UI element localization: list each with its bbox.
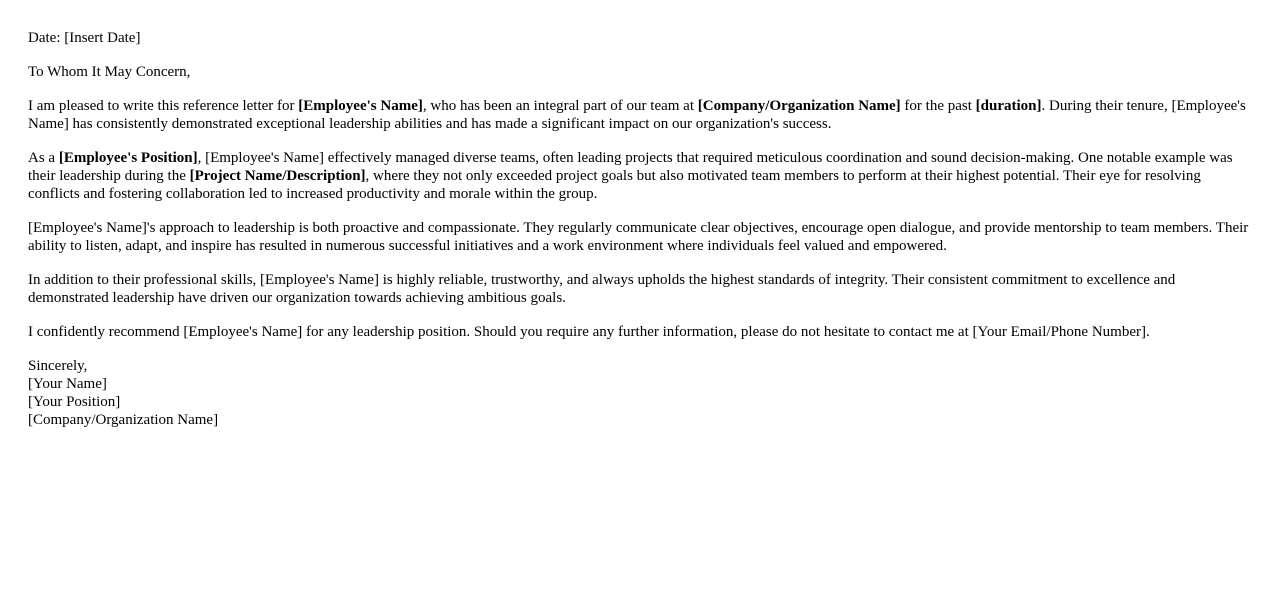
- signer-company: [Company/Organization Name]: [28, 412, 219, 428]
- paragraph-leadership-example: [28, 149, 1250, 203]
- sign-off: Sincerely,: [28, 358, 88, 374]
- project-name-placeholder: [Project Name/Description]: [189, 168, 366, 184]
- text-segment: , who has been an integral part of our team at: [422, 98, 698, 114]
- text-segment: for the past: [900, 98, 976, 114]
- paragraph-leadership-approach: [Employee's Name]'s approach to leadership is both proactive and compassionate. They regularly communicate clear objectives, encourage open dialogue, and provide mentorship to team members. Their ability to listen, adapt, and inspire has resulted in numerous successful initiatives and a work environment where individuals feel valued and empowered.: [28, 220, 1249, 254]
- text-segment: As a: [28, 150, 59, 166]
- signer-position: [Your Position]: [28, 394, 121, 410]
- text-segment: , where they not only exceeded project goals but also motivated team members to perform at their highest potential. Their eye for resolving conflicts and fostering collaboration led to increased productivity and morale within the group.: [28, 168, 1201, 202]
- employee-position-placeholder: [Employee's Position]: [58, 150, 198, 166]
- paragraph-recommendation: I confidently recommend [Employee's Name] for any leadership position. Should you require any further information, please do not hesitate to contact me at [Your Email/Phone Number].: [28, 324, 1150, 340]
- signature-block: [28, 357, 1250, 429]
- paragraph-introduction: [28, 97, 1250, 133]
- company-name-placeholder: [Company/Organization Name]: [697, 98, 901, 114]
- paragraph-professional-skills: In addition to their professional skills, [Employee's Name] is highly reliable, trustworthy, and always upholds the highest standards of integrity. Their consistent commitment to excellence and demonstrated leadership have driven our organization towards achieving ambitious goals.: [28, 272, 1176, 306]
- reference-letter: [28, 29, 1250, 429]
- text-segment: , [Employee's Name] effectively managed diverse teams, often leading projects that required meticulous coordination and sound decision-making. One notable example was their leadership during the: [28, 150, 1233, 184]
- salutation: To Whom It May Concern,: [28, 64, 191, 80]
- text-segment: I am pleased to write this reference letter for: [28, 98, 299, 114]
- signer-name: [Your Name]: [28, 376, 107, 392]
- text-segment: . During their tenure, [Employee's Name] has consistently demonstrated exceptional leadership abilities and has made a significant impact on our organization's success.: [28, 98, 1246, 132]
- duration-placeholder: [duration]: [975, 98, 1042, 114]
- employee-name-placeholder: [Employee's Name]: [298, 98, 423, 114]
- date-line: Date: [Insert Date]: [28, 30, 141, 46]
